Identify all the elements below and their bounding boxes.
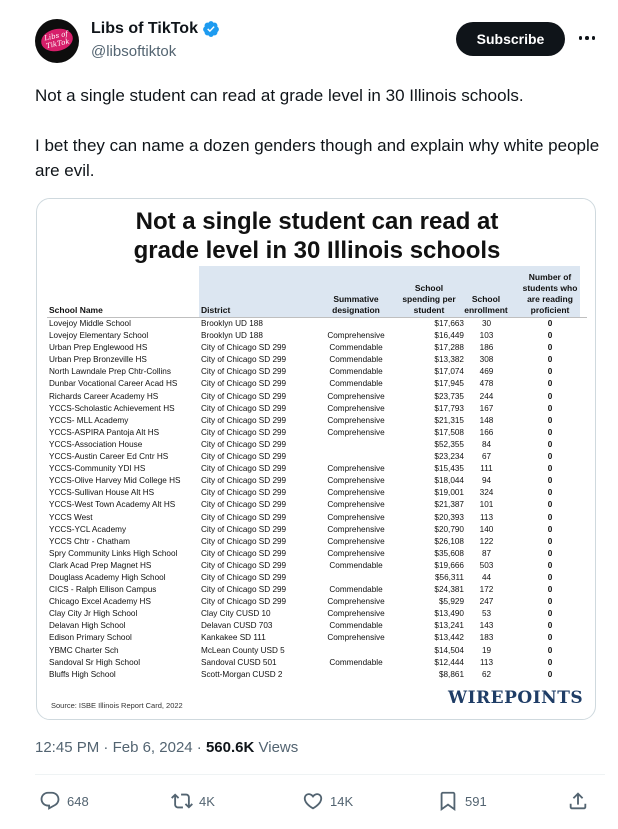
cell-spending: $13,442: [434, 633, 464, 643]
table-row: [47, 415, 587, 427]
table-row: [47, 451, 587, 463]
cell-school: YCCS Chtr - Chatham: [49, 536, 130, 546]
cell-spending: $19,001: [434, 488, 464, 498]
cell-district: City of Chicago SD 299: [201, 367, 287, 377]
reply-icon: [39, 790, 61, 812]
cell-district: City of Chicago SD 299: [201, 500, 287, 510]
cell-district: City of Chicago SD 299: [201, 452, 287, 462]
cell-spending: $17,508: [434, 427, 464, 437]
reply-count: 648: [67, 793, 89, 809]
cell-designation: Commendable: [329, 585, 383, 595]
cell-spending: $23,234: [434, 452, 464, 462]
cell-district: City of Chicago SD 299: [201, 548, 287, 558]
cell-designation: Commendable: [329, 355, 383, 365]
cell-proficient: 0: [547, 488, 553, 498]
avatar-logo-text: Libs of TikTok: [43, 29, 71, 51]
schools-table: [47, 266, 587, 681]
cell-proficient: 0: [547, 403, 553, 413]
cell-proficient: 0: [547, 464, 553, 474]
table-row: [47, 330, 587, 342]
cell-district: City of Chicago SD 299: [201, 585, 287, 595]
cell-spending: $24,381: [434, 585, 464, 595]
cell-school: Clark Acad Prep Magnet HS: [49, 560, 152, 570]
cell-school: YCCS-Scholastic Achievement HS: [49, 403, 175, 413]
table-body: [47, 317, 587, 681]
cell-school: YBMC Charter Sch: [49, 645, 119, 655]
cell-designation: Comprehensive: [327, 536, 385, 546]
infographic-title-line-1: Not a single student can read at: [135, 208, 499, 235]
cell-proficient: 0: [547, 343, 553, 353]
divider: [35, 774, 605, 775]
table-row: [47, 620, 587, 632]
cell-enrollment: 244: [479, 391, 494, 401]
cell-proficient: 0: [547, 669, 553, 679]
cell-school: YCCS- MLL Academy: [49, 415, 129, 425]
cell-enrollment: 247: [479, 597, 494, 607]
table-row: [47, 657, 587, 669]
cell-proficient: 0: [547, 536, 553, 546]
cell-enrollment: 101: [479, 500, 494, 510]
cell-spending: $14,504: [434, 645, 464, 655]
cell-district: City of Chicago SD 299: [201, 488, 287, 498]
cell-designation: Comprehensive: [327, 524, 385, 534]
cell-spending: $17,074: [434, 367, 464, 377]
cell-spending: $20,393: [434, 512, 464, 522]
table-header: [47, 266, 587, 317]
cell-enrollment: 478: [479, 379, 494, 389]
table-row: [47, 596, 587, 608]
cell-school: Edison Primary School: [49, 633, 132, 643]
cell-spending: $12,444: [434, 657, 464, 667]
share-icon: [567, 790, 589, 812]
tweet-date[interactable]: Feb 6, 2024: [112, 739, 193, 756]
table-row: [47, 512, 587, 524]
tweet-time[interactable]: 12:45 PM: [35, 739, 100, 756]
cell-school: YCCS-YCL Academy: [49, 524, 127, 534]
cell-district: Sandoval CUSD 501: [201, 657, 277, 667]
cell-spending: $17,663: [434, 319, 464, 328]
like-button[interactable]: [302, 790, 353, 812]
header-school: School Name: [49, 305, 103, 315]
display-name[interactable]: Libs of TikTok: [91, 20, 198, 37]
table-row: [47, 524, 587, 536]
cell-district: City of Chicago SD 299: [201, 572, 287, 582]
cell-enrollment: 53: [481, 609, 492, 619]
cell-spending: $13,490: [434, 609, 464, 619]
cell-designation: Comprehensive: [327, 500, 385, 510]
tweet-text: [35, 83, 605, 208]
cell-spending: $35,608: [434, 548, 464, 558]
cell-spending: $17,793: [434, 403, 464, 413]
cell-school: Richards Career Academy HS: [49, 391, 159, 401]
cell-district: City of Chicago SD 299: [201, 415, 287, 425]
heart-icon: [302, 790, 324, 812]
header-district: District: [201, 305, 231, 315]
wirepoints-watermark: WIREPOINTS: [448, 688, 584, 708]
cell-enrollment: 186: [479, 343, 494, 353]
cell-designation: Comprehensive: [327, 548, 385, 558]
table-row: [47, 645, 587, 657]
cell-district: City of Chicago SD 299: [201, 536, 287, 546]
handle[interactable]: @libsoftiktok: [91, 43, 177, 60]
tweet-meta: [35, 739, 298, 756]
cell-spending: $52,355: [434, 439, 464, 449]
header-designation: Summative designation: [332, 294, 380, 315]
cell-enrollment: 167: [479, 403, 494, 413]
bookmark-count: 591: [465, 793, 487, 809]
cell-proficient: 0: [547, 560, 553, 570]
name-row: [91, 20, 220, 38]
cell-designation: Commendable: [329, 379, 383, 389]
cell-school: Dunbar Vocational Career Acad HS: [49, 379, 178, 389]
repost-icon: [171, 790, 193, 812]
cell-designation: Comprehensive: [327, 427, 385, 437]
cell-enrollment: 113: [479, 657, 494, 667]
cell-enrollment: 30: [481, 319, 492, 328]
cell-enrollment: 113: [479, 512, 494, 522]
cell-district: City of Chicago SD 299: [201, 560, 287, 570]
cell-enrollment: 122: [479, 536, 494, 546]
cell-enrollment: 84: [481, 439, 492, 449]
table-row: [47, 536, 587, 548]
cell-school: Chicago Excel Academy HS: [49, 597, 151, 607]
cell-proficient: 0: [547, 319, 553, 328]
cell-spending: $20,790: [434, 524, 464, 534]
cell-designation: Commendable: [329, 343, 383, 353]
cell-school: Lovejoy Elementary School: [49, 331, 149, 341]
cell-proficient: 0: [547, 512, 553, 522]
cell-designation: Comprehensive: [327, 403, 385, 413]
cell-proficient: 0: [547, 548, 553, 558]
table-row: [47, 669, 587, 681]
cell-spending: $15,435: [434, 464, 464, 474]
cell-proficient: 0: [547, 645, 553, 655]
cell-district: City of Chicago SD 299: [201, 427, 287, 437]
like-count: 14K: [330, 793, 354, 809]
cell-proficient: 0: [547, 572, 553, 582]
cell-proficient: 0: [547, 633, 553, 643]
cell-designation: Commendable: [329, 657, 383, 667]
cell-designation: Commendable: [329, 621, 383, 631]
table-row: [47, 584, 587, 596]
cell-enrollment: 166: [479, 427, 494, 437]
table-row: [47, 366, 587, 378]
cell-school: YCCS-Association House: [49, 439, 143, 449]
cell-district: McLean County USD 5: [201, 645, 285, 655]
cell-enrollment: 503: [479, 560, 494, 570]
cell-district: Brooklyn UD 188: [201, 319, 263, 328]
cell-district: City of Chicago SD 299: [201, 403, 287, 413]
cell-district: City of Chicago SD 299: [201, 476, 287, 486]
cell-spending: $8,861: [438, 669, 464, 679]
table-row: [47, 499, 587, 511]
cell-proficient: 0: [547, 476, 553, 486]
action-bar: [35, 790, 605, 820]
cell-proficient: 0: [547, 331, 553, 341]
cell-enrollment: 87: [481, 548, 492, 558]
cell-district: City of Chicago SD 299: [201, 379, 287, 389]
cell-district: City of Chicago SD 299: [201, 439, 287, 449]
cell-enrollment: 103: [479, 331, 494, 341]
cell-school: Spry Community Links High School: [49, 548, 178, 558]
views-label: Views: [258, 739, 299, 756]
table-row: [47, 487, 587, 499]
cell-designation: Comprehensive: [327, 464, 385, 474]
cell-proficient: 0: [547, 657, 553, 667]
cell-spending: $19,666: [434, 560, 464, 570]
header-proficient: Number of students who are reading proficient: [522, 272, 578, 315]
cell-district: Clay City CUSD 10: [201, 609, 271, 619]
cell-designation: Comprehensive: [327, 512, 385, 522]
infographic: [43, 199, 591, 720]
table-row: [47, 439, 587, 451]
cell-school: YCCS-ASPIRA Pantoja Alt HS: [49, 427, 160, 437]
cell-school: North Lawndale Prep Chtr-Collins: [49, 367, 171, 377]
table-row: [47, 354, 587, 366]
table-row: [47, 475, 587, 487]
cell-school: Douglass Academy High School: [49, 572, 166, 582]
cell-spending: $18,044: [434, 476, 464, 486]
cell-enrollment: 172: [479, 585, 494, 595]
cell-enrollment: 324: [479, 488, 494, 498]
cell-school: Bluffs High School: [49, 669, 116, 679]
cell-district: City of Chicago SD 299: [201, 464, 287, 474]
cell-spending: $21,387: [434, 500, 464, 510]
table-row: [47, 403, 587, 415]
cell-spending: $5,929: [438, 597, 464, 607]
cell-district: City of Chicago SD 299: [201, 355, 287, 365]
repost-button[interactable]: [171, 790, 215, 812]
cell-school: CICS - Ralph Ellison Campus: [49, 585, 157, 595]
cell-designation: Comprehensive: [327, 391, 385, 401]
cell-proficient: 0: [547, 609, 553, 619]
cell-enrollment: 62: [481, 669, 492, 679]
tweet-line-1: Not a single student can read at grade level in 30 Illinois schools.: [35, 86, 524, 105]
cell-proficient: 0: [547, 391, 553, 401]
cell-school: Lovejoy Middle School: [49, 319, 131, 328]
cell-designation: Comprehensive: [327, 597, 385, 607]
views-count: 560.6K: [205, 739, 255, 756]
cell-proficient: 0: [547, 621, 553, 631]
cell-school: Sandoval Sr High School: [49, 657, 141, 667]
infographic-title: [43, 207, 591, 265]
cell-school: Urban Prep Englewood HS: [49, 343, 148, 353]
cell-spending: $56,311: [435, 572, 464, 582]
cell-proficient: 0: [547, 585, 553, 595]
cell-designation: Commendable: [329, 560, 383, 570]
cell-designation: Comprehensive: [327, 476, 385, 486]
meta-separator-2: ·: [196, 739, 202, 756]
cell-designation: Comprehensive: [327, 488, 385, 498]
avatar[interactable]: [35, 19, 79, 63]
cell-school: Delavan High School: [49, 621, 126, 631]
cell-enrollment: 148: [479, 415, 494, 425]
cell-designation: Comprehensive: [327, 609, 385, 619]
cell-enrollment: 111: [480, 464, 493, 474]
cell-proficient: 0: [547, 524, 553, 534]
cell-school: YCCS-Sullivan House Alt HS: [49, 488, 155, 498]
meta-separator: ·: [103, 739, 109, 756]
table-row: [47, 463, 587, 475]
cell-designation: Comprehensive: [327, 633, 385, 643]
cell-proficient: 0: [547, 597, 553, 607]
cell-spending: $13,382: [434, 355, 464, 365]
cell-enrollment: 308: [479, 355, 494, 365]
cell-spending: $21,315: [434, 415, 464, 425]
tweet-line-2: I bet they can name a dozen genders though and explain why white people are evil.: [35, 136, 600, 180]
source-note: Source: ISBE Illinois Report Card, 2022: [51, 701, 183, 710]
cell-enrollment: 19: [481, 645, 492, 655]
repost-count: 4K: [199, 793, 215, 809]
verified-badge-icon: [202, 20, 220, 38]
bookmark-button[interactable]: [437, 790, 487, 812]
cell-district: Delavan CUSD 703: [201, 621, 273, 631]
cell-school: YCCS-West Town Academy Alt HS: [49, 500, 176, 510]
cell-spending: $17,288: [434, 343, 464, 353]
infographic-title-line-2: grade level in 30 Illinois schools: [133, 237, 501, 264]
cell-district: City of Chicago SD 299: [201, 343, 287, 353]
cell-enrollment: 469: [479, 367, 494, 377]
cell-district: City of Chicago SD 299: [201, 524, 287, 534]
cell-enrollment: 143: [479, 621, 494, 631]
header-spending: School spending per student: [402, 283, 456, 315]
table-row: [47, 378, 587, 390]
cell-district: City of Chicago SD 299: [201, 512, 287, 522]
cell-designation: Comprehensive: [327, 415, 385, 425]
cell-district: Kankakee SD 111: [201, 633, 266, 643]
bookmark-icon: [437, 790, 459, 812]
table-row: [47, 427, 587, 439]
cell-district: City of Chicago SD 299: [201, 597, 287, 607]
header-enrollment: School enrollment: [464, 294, 508, 315]
cell-proficient: 0: [547, 427, 553, 437]
cell-enrollment: 67: [481, 452, 492, 462]
cell-school: YCCS-Austin Career Ed Cntr HS: [49, 452, 169, 462]
table-row: [47, 572, 587, 584]
cell-school: Urban Prep Bronzeville HS: [49, 355, 147, 365]
cell-proficient: 0: [547, 500, 553, 510]
share-button[interactable]: [567, 790, 589, 812]
cell-enrollment: 94: [481, 476, 492, 486]
cell-enrollment: 183: [479, 633, 494, 643]
more-options-icon[interactable]: [575, 26, 599, 50]
cell-proficient: 0: [547, 439, 553, 449]
table-row: [47, 318, 587, 330]
tweet-image[interactable]: [36, 198, 596, 720]
cell-designation: Commendable: [329, 367, 383, 377]
subscribe-button[interactable]: Subscribe: [456, 22, 565, 56]
cell-proficient: 0: [547, 452, 553, 462]
table-row: [47, 391, 587, 403]
table-row: [47, 342, 587, 354]
table-row: [47, 560, 587, 572]
table-row: [47, 608, 587, 620]
cell-spending: $17,945: [434, 379, 464, 389]
cell-enrollment: 44: [481, 572, 492, 582]
cell-spending: $13,241: [434, 621, 464, 631]
cell-proficient: 0: [547, 367, 553, 377]
cell-district: City of Chicago SD 299: [201, 391, 287, 401]
cell-designation: Comprehensive: [327, 331, 385, 341]
cell-district: Scott-Morgan CUSD 2: [201, 669, 283, 679]
cell-spending: $23,735: [434, 391, 464, 401]
table-row: [47, 632, 587, 644]
reply-button[interactable]: [39, 790, 89, 812]
cell-district: Brooklyn UD 188: [201, 331, 263, 341]
cell-school: Clay City Jr High School: [49, 609, 138, 619]
cell-spending: $16,449: [434, 331, 464, 341]
cell-proficient: 0: [547, 415, 553, 425]
tweet-header: [35, 16, 605, 72]
cell-proficient: 0: [547, 355, 553, 365]
cell-spending: $26,108: [434, 536, 464, 546]
cell-school: YCCS West: [49, 512, 93, 522]
table-row: [47, 548, 587, 560]
cell-enrollment: 140: [479, 524, 494, 534]
cell-school: YCCS-Community YDI HS: [49, 464, 146, 474]
cell-proficient: 0: [547, 379, 553, 389]
cell-school: YCCS-Olive Harvey Mid College HS: [49, 476, 181, 486]
